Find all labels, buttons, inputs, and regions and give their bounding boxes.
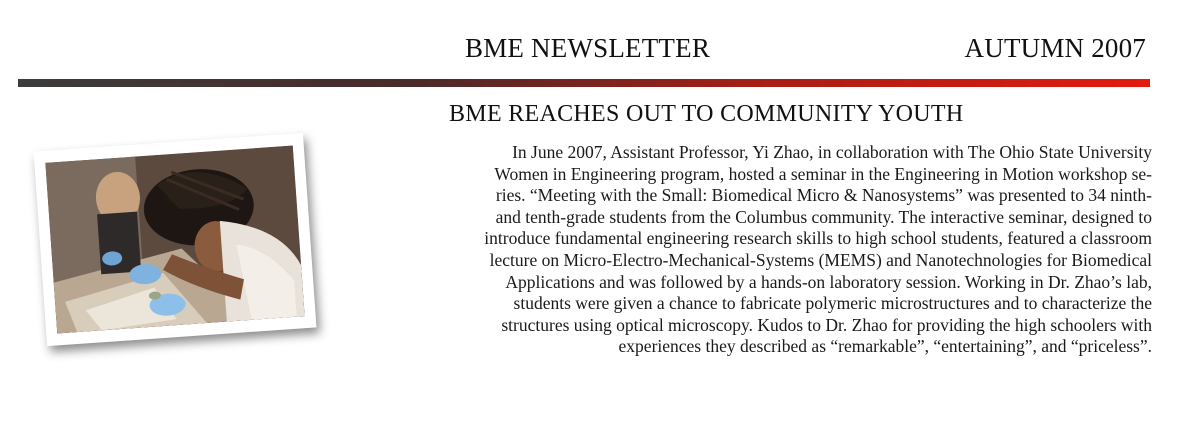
- header-rule: [18, 79, 1150, 87]
- article-line: ries. “Meeting with the Small: Biomedical Micro & Nanosystems” was presented to 34 ninth-: [495, 185, 1152, 206]
- students-lab-photo: [45, 146, 304, 334]
- issue-date: AUTUMN 2007: [964, 33, 1146, 63]
- article-line: In June 2007, Assistant Professor, Yi Zhao, in collaboration with The Ohio State University: [512, 142, 1152, 162]
- article-photo: [34, 133, 317, 346]
- article-line: Women in Engineering program, hosted a seminar in the Engineering in Motion workshop se-: [494, 163, 1152, 184]
- article-line: and tenth-grade students from the Columbus community. The interactive seminar, designed to: [495, 206, 1152, 227]
- article-line: structures using optical microscopy. Kudos to Dr. Zhao for providing the high schoolers with: [501, 314, 1152, 335]
- article-line: students were given a chance to fabricate polymeric microstructures and to characterize the: [513, 293, 1152, 314]
- article-body: [302, 142, 1152, 358]
- newsletter-title: BME NEWSLETTER: [465, 33, 711, 63]
- article-line: experiences they described as “remarkable”, “entertaining”, and “priceless”.: [618, 336, 1152, 357]
- article-headline: BME REACHES OUT TO COMMUNITY YOUTH: [449, 101, 964, 127]
- article-line: Applications and was followed by a hands-on laboratory session. Working in Dr. Zhao’s lab,: [505, 271, 1152, 292]
- article-line: introduce fundamental engineering research skills to high school students, featured a classroom: [484, 228, 1152, 249]
- article-line: lecture on Micro-Electro-Mechanical-Systems (MEMS) and Nanotechnologies for Biomedical: [489, 249, 1152, 270]
